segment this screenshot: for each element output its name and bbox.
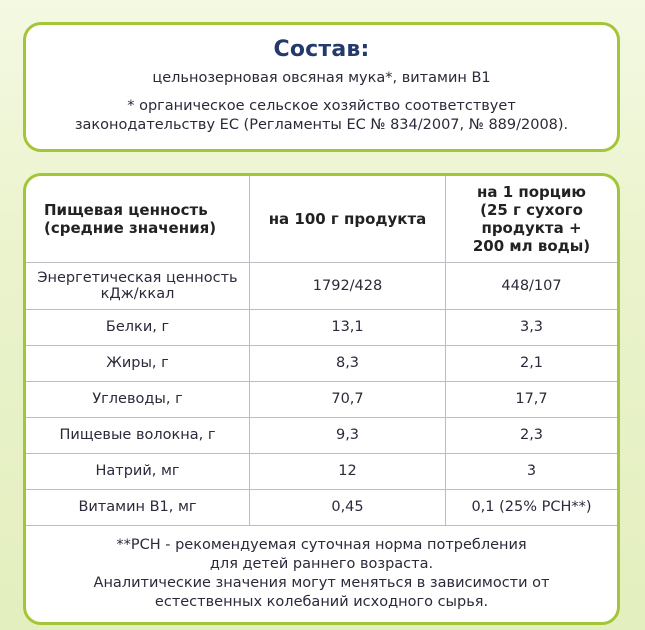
row-name xyxy=(26,262,250,309)
row-per-100g: 13,1 xyxy=(250,309,446,345)
footnote-line2: для детей раннего возраста. xyxy=(209,555,434,572)
table-row xyxy=(26,309,617,345)
table-row xyxy=(26,381,617,417)
composition-title: Состав: xyxy=(273,37,370,62)
row-per-100g: 12 xyxy=(250,453,446,489)
header-col3-line4: 200 мл воды) xyxy=(472,236,591,255)
header-col3-line3: продукта + xyxy=(481,218,582,237)
header-col1-line1: Пищевая ценность xyxy=(44,200,208,219)
header-per-100g: на 100 г продукта xyxy=(250,176,446,262)
row-per-portion: 448/107 xyxy=(446,262,618,309)
row-per-portion: 17,7 xyxy=(446,381,618,417)
row-per-100g: 9,3 xyxy=(250,417,446,453)
composition-note-line-1: * органическое сельское хозяйство соответствует xyxy=(127,98,516,114)
row-name: Белки, г xyxy=(26,309,250,345)
row-per-portion: 3 xyxy=(446,453,618,489)
row-name: Пищевые волокна, г xyxy=(26,417,250,453)
row-per-100g: 70,7 xyxy=(250,381,446,417)
row-per-portion: 2,3 xyxy=(446,417,618,453)
footnote-line3: Аналитические значения могут меняться в зависимости от xyxy=(93,574,550,591)
header-col3-line1: на 1 порцию xyxy=(477,182,586,201)
header-col1-line2: (средние значения) xyxy=(44,218,217,237)
table-row xyxy=(26,453,617,489)
row-name-line1: Энергетическая ценность xyxy=(37,269,238,286)
composition-ingredients: цельнозерновая овсяная мука*, витамин В1 xyxy=(152,70,491,86)
header-nutritional-value xyxy=(26,176,250,262)
row-name: Витамин В1, мг xyxy=(26,489,250,525)
row-name: Натрий, мг xyxy=(26,453,250,489)
header-col3-line2: (25 г сухого xyxy=(480,200,583,219)
composition-panel xyxy=(23,22,620,152)
table-row xyxy=(26,489,617,525)
table-row xyxy=(26,417,617,453)
row-name: Жиры, г xyxy=(26,345,250,381)
composition-note-line-2: законодательству ЕС (Регламенты ЕС № 834/2007, № 889/2008). xyxy=(74,117,569,133)
row-name: Углеводы, г xyxy=(26,381,250,417)
row-per-portion: 2,1 xyxy=(446,345,618,381)
table-row xyxy=(26,262,617,309)
table-header-row xyxy=(26,176,617,262)
header-per-portion xyxy=(446,176,618,262)
footnote-line4: естественных колебаний исходного сырья. xyxy=(154,593,489,610)
table-row xyxy=(26,345,617,381)
footnote-line1: **РСН - рекомендуемая суточная норма потребления xyxy=(116,536,527,553)
nutrition-footnote xyxy=(26,526,617,612)
row-per-portion: 3,3 xyxy=(446,309,618,345)
row-per-100g: 8,3 xyxy=(250,345,446,381)
nutrition-table xyxy=(26,176,617,526)
nutrition-panel xyxy=(23,173,620,625)
row-per-portion: 0,1 (25% РСН**) xyxy=(446,489,618,525)
row-name-line2: кДж/ккал xyxy=(100,285,175,302)
row-per-100g: 0,45 xyxy=(250,489,446,525)
row-per-100g: 1792/428 xyxy=(250,262,446,309)
